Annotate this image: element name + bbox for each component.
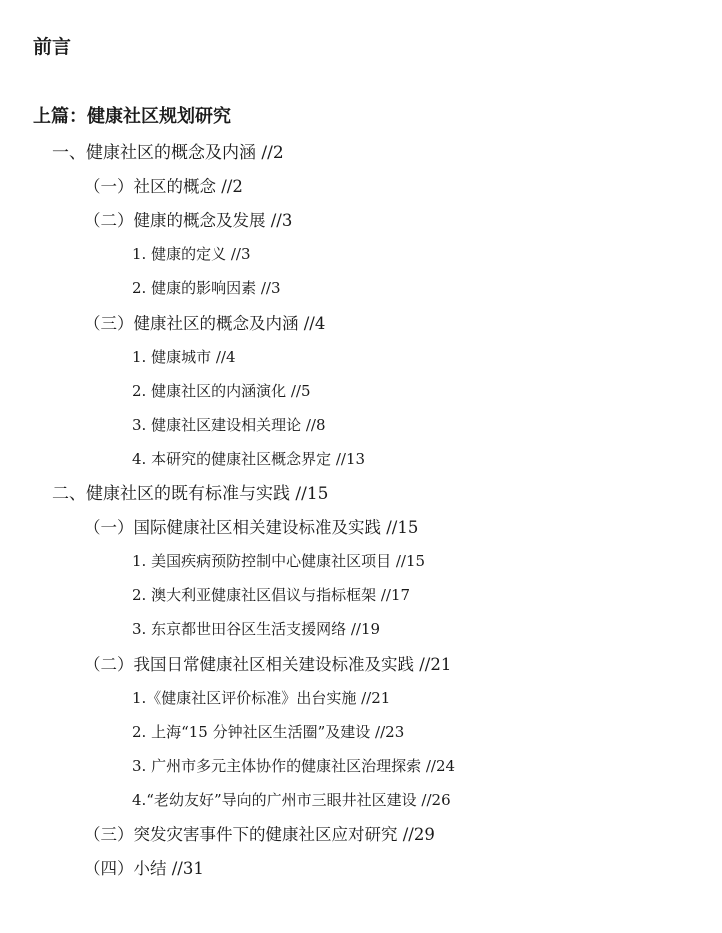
toc-entry-level-3: 1. 健康城市 //4 — [132, 347, 236, 366]
toc-entry-level-2: （四）小结 //31 — [84, 859, 204, 879]
toc-entry-level-3: 1.《健康社区评价标准》出台实施 //21 — [132, 688, 391, 707]
toc-entry-level-2: （三）突发灾害事件下的健康社区应对研究 //29 — [84, 825, 435, 844]
toc-entry-level-3: 2. 健康的影响因素 //3 — [132, 279, 281, 298]
part-heading: 上篇：健康社区规划研究 — [33, 106, 231, 127]
toc-entry-level-1: 一、健康社区的概念及内涵 //2 — [52, 143, 284, 163]
toc-entry-level-3: 3. 广州市多元主体协作的健康社区治理探索 //24 — [132, 756, 456, 775]
toc-entry-level-3: 1. 健康的定义 //3 — [132, 245, 251, 264]
toc-entry-level-2: （一）社区的概念 //2 — [84, 177, 243, 197]
toc-entry-level-2: （一）国际健康社区相关建设标准及实践 //15 — [84, 518, 419, 538]
toc-entry-level-3: 4.“老幼友好”导向的广州市三眼井社区建设 //26 — [132, 790, 451, 809]
toc-entry-level-3: 2. 澳大利亚健康社区倡议与指标框架 //17 — [132, 586, 411, 605]
preface-heading: 前言 — [33, 36, 72, 58]
toc-entry-level-3: 4. 本研究的健康社区概念界定 //13 — [132, 449, 366, 468]
toc-entry-level-2: （三）健康社区的概念及内涵 //4 — [84, 313, 326, 333]
toc-entry-level-2: （二）健康的概念及发展 //3 — [84, 211, 293, 231]
toc-entry-level-2: （二）我国日常健康社区相关建设标准及实践 //21 — [84, 654, 452, 674]
toc-entry-level-1: 二、健康社区的既有标准与实践 //15 — [52, 484, 329, 504]
toc-entry-level-3: 3. 健康社区建设相关理论 //8 — [132, 415, 326, 434]
toc-entry-level-3: 2. 上海“15 分钟社区生活圈”及建设 //23 — [132, 722, 405, 741]
toc-entry-level-3: 2. 健康社区的内涵演化 //5 — [132, 381, 311, 400]
toc-entry-level-3: 1. 美国疾病预防控制中心健康社区项目 //15 — [132, 552, 426, 571]
toc-entry-level-3: 3. 东京都世田谷区生活支援网络 //19 — [132, 620, 381, 639]
